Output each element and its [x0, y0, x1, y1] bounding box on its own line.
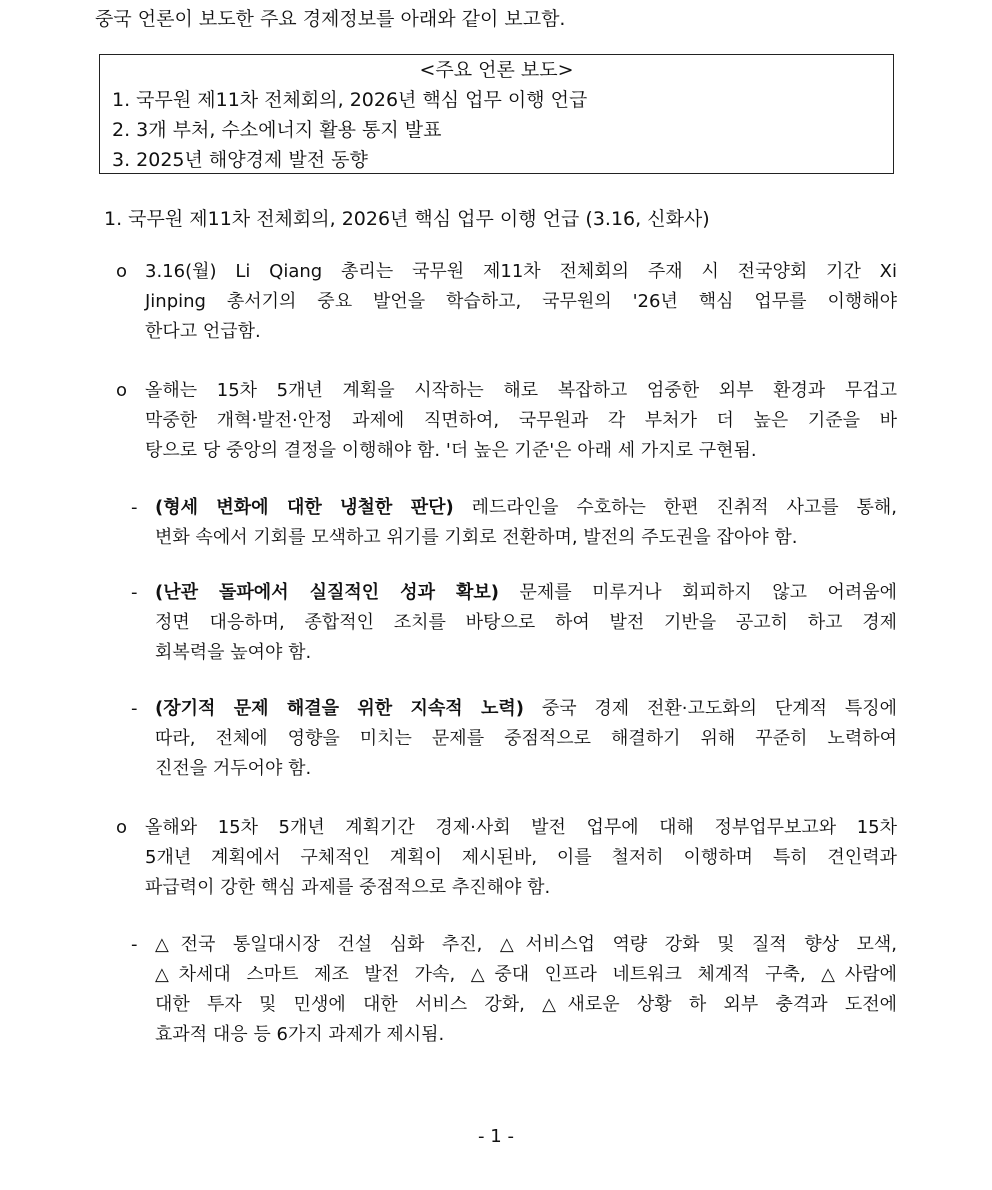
sub-item-text: 레드라인을 수호하는 한편 진취적 사고를 통해, — [453, 497, 897, 518]
summary-title: <주요 언론 보도> — [419, 59, 574, 81]
intro-text: 중국 언론이 보도한 주요 경제정보를 아래와 같이 보고함. — [95, 8, 566, 30]
bullet-marker: ο — [116, 380, 128, 401]
paragraph-line: △전국 통일대시장 건설 심화 추진, △서비스업 역량 강화 및 질적 향상 모색, — [155, 934, 897, 955]
bullet-marker: ο — [116, 817, 128, 838]
paragraph-line: 탕으로 당 중앙의 결정을 이행해야 함. '더 높은 기준'은 아래 세 가지로 구현됨. — [145, 440, 757, 461]
sub-item-heading: (난관 돌파에서 실질적인 성과 확보) — [155, 582, 499, 603]
dash-marker: - — [131, 497, 138, 518]
paragraph-line: 한다고 언급함. — [145, 321, 261, 342]
sub-item-4 — [155, 930, 897, 1050]
paragraph-line: 파급력이 강한 핵심 과제를 중점적으로 추진해야 함. — [145, 877, 551, 898]
paragraph-1 — [145, 257, 897, 347]
sub-item-text: 중국 경제 전환·고도화의 단계적 특징에 — [524, 698, 897, 719]
paragraph-line: 따라, 전체에 영향을 미치는 문제를 중점적으로 해결하기 위해 꾸준히 노력하여 — [155, 728, 897, 749]
summary-item-1: 1. 국무원 제11차 전체회의, 2026년 핵심 업무 이행 언급 — [112, 89, 588, 111]
dash-marker: - — [131, 698, 138, 719]
paragraph-3 — [145, 813, 897, 903]
paragraph-line: 막중한 개혁·발전·안정 과제에 직면하여, 국무원과 각 부처가 더 높은 기준을 바 — [145, 410, 897, 431]
paragraph-line: 회복력을 높여야 함. — [155, 642, 312, 663]
bullet-marker: ο — [116, 261, 128, 282]
summary-box — [99, 54, 894, 174]
sub-item-heading: (장기적 문제 해결을 위한 지속적 노력) — [155, 698, 525, 719]
sub-item-first-line — [155, 694, 897, 724]
sub-item-heading: (형세 변화에 대한 냉철한 판단) — [155, 497, 454, 518]
sub-item-text: 문제를 미루거나 회피하지 않고 어려움에 — [499, 582, 898, 603]
sub-item-2 — [155, 578, 897, 668]
paragraph-2 — [145, 376, 897, 466]
paragraph-line: 올해와 15차 5개년 계획기간 경제·사회 발전 업무에 대해 정부업무보고와 15차 — [145, 817, 897, 838]
paragraph-line: Jinping 총서기의 중요 발언을 학습하고, 국무원의 '26년 핵심 업무를 이행해야 — [145, 291, 897, 312]
paragraph-line: 5개년 계획에서 구체적인 계획이 제시된바, 이를 철저히 이행하며 특히 견인력과 — [145, 847, 897, 868]
sub-item-3 — [155, 694, 897, 784]
paragraph-line: 진전을 거두어야 함. — [155, 758, 312, 779]
summary-item-3: 3. 2025년 해양경제 발전 동향 — [112, 149, 368, 171]
paragraph-line: △차세대 스마트 제조 발전 가속, △중대 인프라 네트워크 체계적 구축, △사람에 — [155, 964, 897, 985]
sub-item-first-line — [155, 578, 897, 608]
sub-item-1 — [155, 493, 897, 553]
dash-marker: - — [131, 934, 138, 955]
page-number: - 1 - — [478, 1126, 514, 1147]
sub-item-first-line — [155, 493, 897, 523]
section-heading: 1. 국무원 제11차 전체회의, 2026년 핵심 업무 이행 언급 (3.16, 신화사) — [104, 208, 710, 230]
paragraph-line: 변화 속에서 기회를 모색하고 위기를 기회로 전환하며, 발전의 주도권을 잡아야 함. — [155, 527, 798, 548]
paragraph-line: 3.16(월) Li Qiang 총리는 국무원 제11차 전체회의 주재 시 전국양회 기간 Xi — [145, 261, 897, 282]
dash-marker: - — [131, 582, 138, 603]
paragraph-line: 대한 투자 및 민생에 대한 서비스 강화, △새로운 상황 하 외부 충격과 도전에 — [155, 994, 897, 1015]
paragraph-line: 정면 대응하며, 종합적인 조치를 바탕으로 하여 발전 기반을 공고히 하고 경제 — [155, 612, 897, 633]
paragraph-line: 올해는 15차 5개년 계획을 시작하는 해로 복잡하고 엄중한 외부 환경과 무겁고 — [145, 380, 897, 401]
paragraph-line: 효과적 대응 등 6가지 과제가 제시됨. — [155, 1024, 445, 1045]
summary-item-2: 2. 3개 부처, 수소에너지 활용 통지 발표 — [112, 119, 442, 141]
